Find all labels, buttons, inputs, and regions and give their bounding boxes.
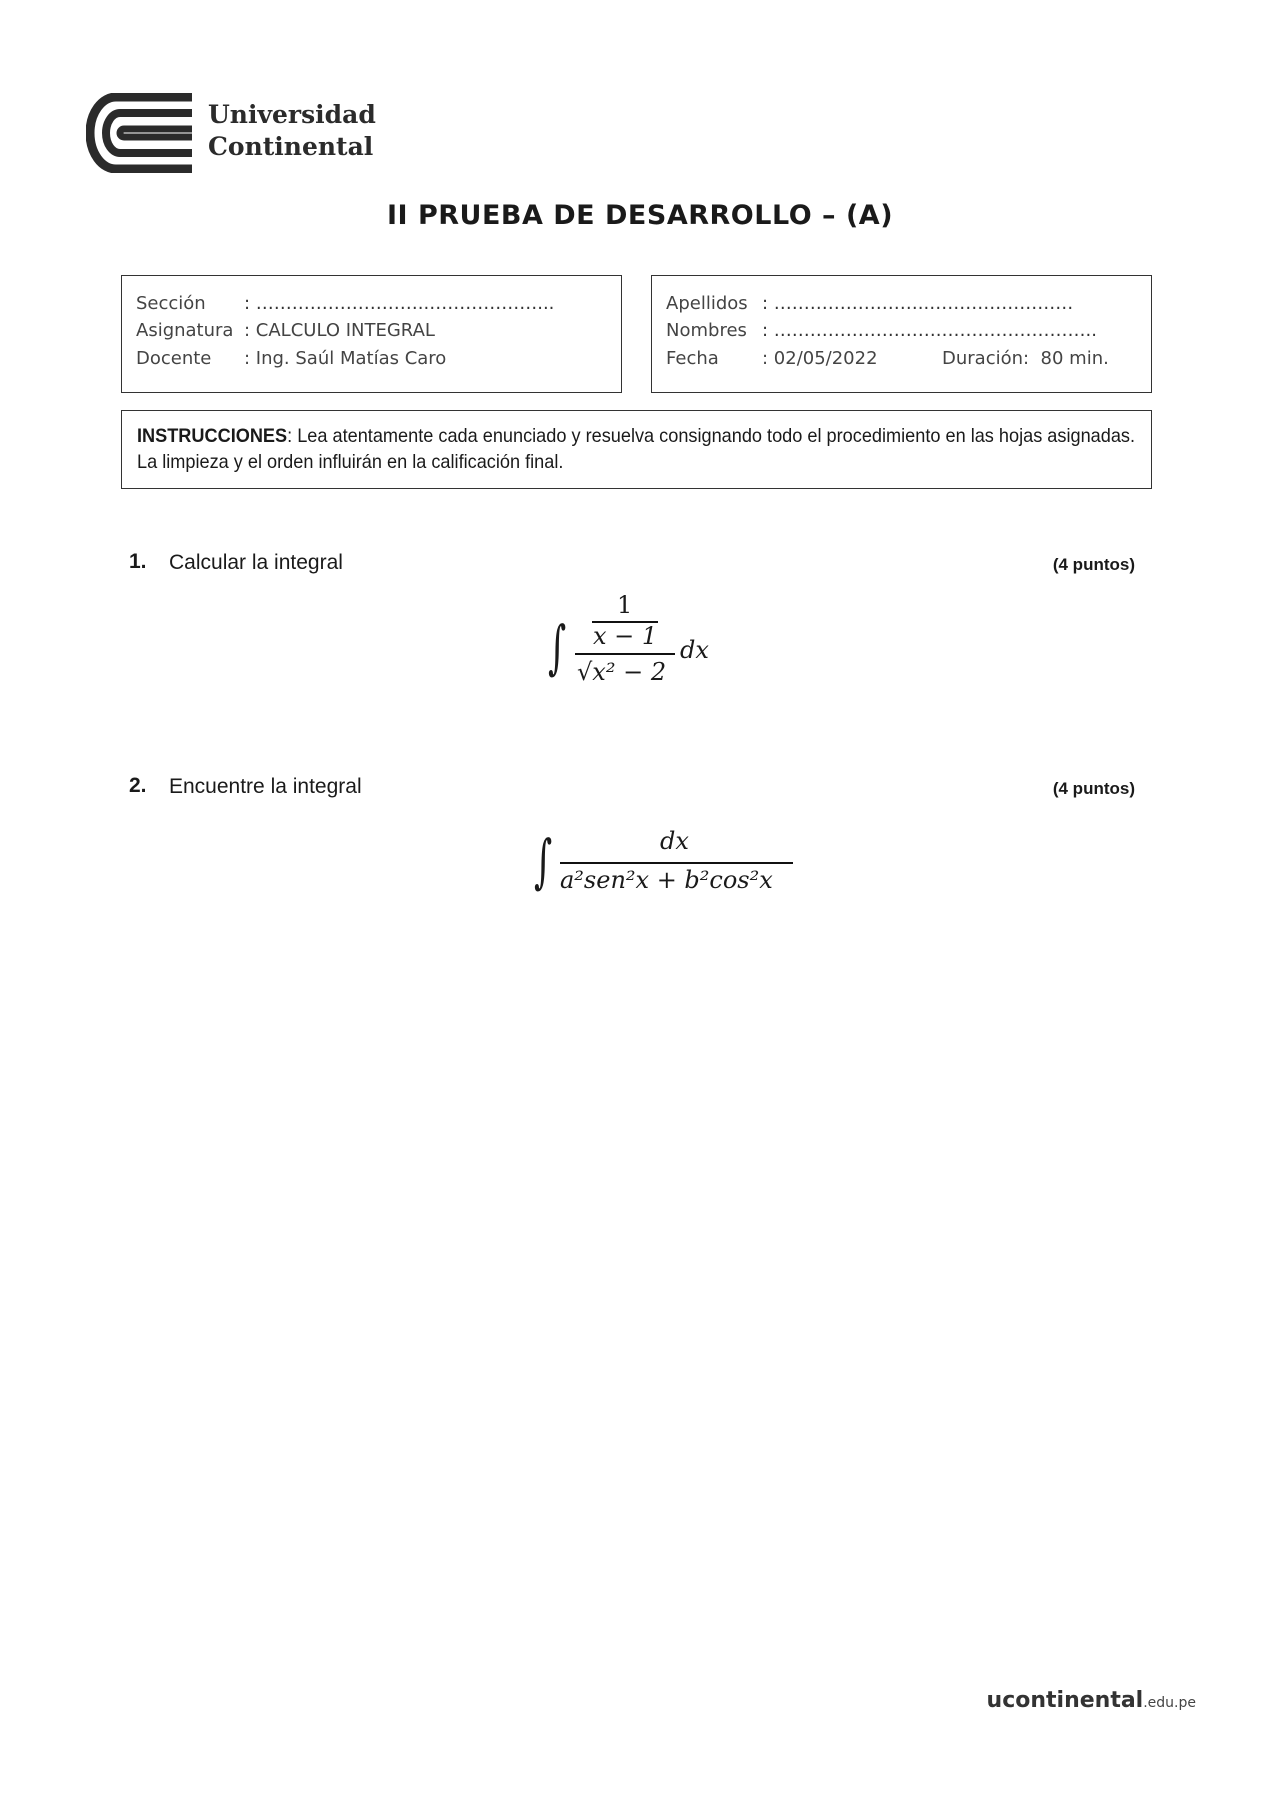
instructions-label: INSTRUCCIONES	[137, 425, 288, 447]
footer-website	[987, 1688, 1196, 1713]
course-info-box	[121, 275, 622, 393]
formula-2-fraction-bar	[560, 862, 793, 864]
asignatura-row	[136, 320, 435, 341]
nombres-row	[666, 320, 1097, 341]
formula-1-denominator: √x² − 2	[577, 658, 667, 686]
question-2-points: (4 puntos)	[1052, 779, 1135, 798]
docente-label: Docente	[136, 348, 212, 369]
formula-1-differential: dx	[680, 636, 709, 664]
docente-row	[136, 348, 446, 369]
duracion-row	[942, 348, 1109, 369]
footer-domain: .edu.pe	[1143, 1695, 1196, 1711]
apellidos-row	[666, 293, 1073, 314]
formula-1-integral-sign: ∫	[548, 613, 567, 681]
footer-brand: ucontinental	[986, 1688, 1144, 1713]
university-logo	[86, 93, 386, 173]
question-2-text: Encuentre la integral	[169, 775, 362, 798]
instructions-text	[137, 423, 1141, 475]
continental-logo-icon	[86, 93, 192, 173]
apellidos-label: Apellidos	[666, 293, 748, 314]
duracion-value: 80 min.	[1040, 348, 1109, 369]
instructions-body: : Lea atentamente cada enunciado y resuelva consignando todo el procedimiento en las hojas asignadas. La limpieza y el orden influirán en la calificación final.	[137, 425, 1136, 473]
question-1-number: 1.	[129, 550, 147, 573]
formula-1-inner-denominator: x − 1	[593, 622, 658, 650]
question-1-text: Calcular la integral	[169, 551, 343, 574]
fecha-row	[666, 348, 878, 369]
exam-title: II PRUEBA DE DESARROLLO – (A)	[386, 200, 894, 231]
formula-1-inner-numerator: 1	[617, 591, 633, 619]
asignatura-label: Asignatura	[136, 320, 234, 341]
question-1-points: (4 puntos)	[1052, 555, 1135, 574]
seccion-row	[136, 293, 554, 314]
docente-value: : Ing. Saúl Matías Caro	[244, 348, 447, 369]
duracion-label: Duración:	[942, 348, 1030, 369]
fecha-value: : 02/05/2022	[762, 348, 878, 369]
asignatura-value: : CALCULO INTEGRAL	[244, 320, 435, 341]
student-info-box	[651, 275, 1152, 393]
instructions-box	[121, 410, 1152, 489]
logo-line-1: Universidad	[208, 100, 376, 129]
nombres-value: : ……………………….……………………..	[762, 320, 1097, 341]
question-2-number: 2.	[129, 774, 147, 797]
formula-2-denominator: a²sen²x + b²cos²x	[560, 866, 773, 894]
seccion-label: Sección	[136, 293, 206, 314]
logo-wordmark	[208, 99, 376, 163]
nombres-label: Nombres	[666, 320, 747, 341]
fecha-label: Fecha	[666, 348, 719, 369]
seccion-value: : ………………………..………………...	[244, 293, 555, 314]
formula-1-main-fraction-bar	[575, 653, 675, 655]
formula-2-integral-sign: ∫	[534, 827, 553, 895]
logo-line-2: Continental	[208, 132, 374, 161]
formula-2-numerator: dx	[660, 827, 689, 855]
apellidos-value: : ……………………..……………………	[762, 293, 1074, 314]
